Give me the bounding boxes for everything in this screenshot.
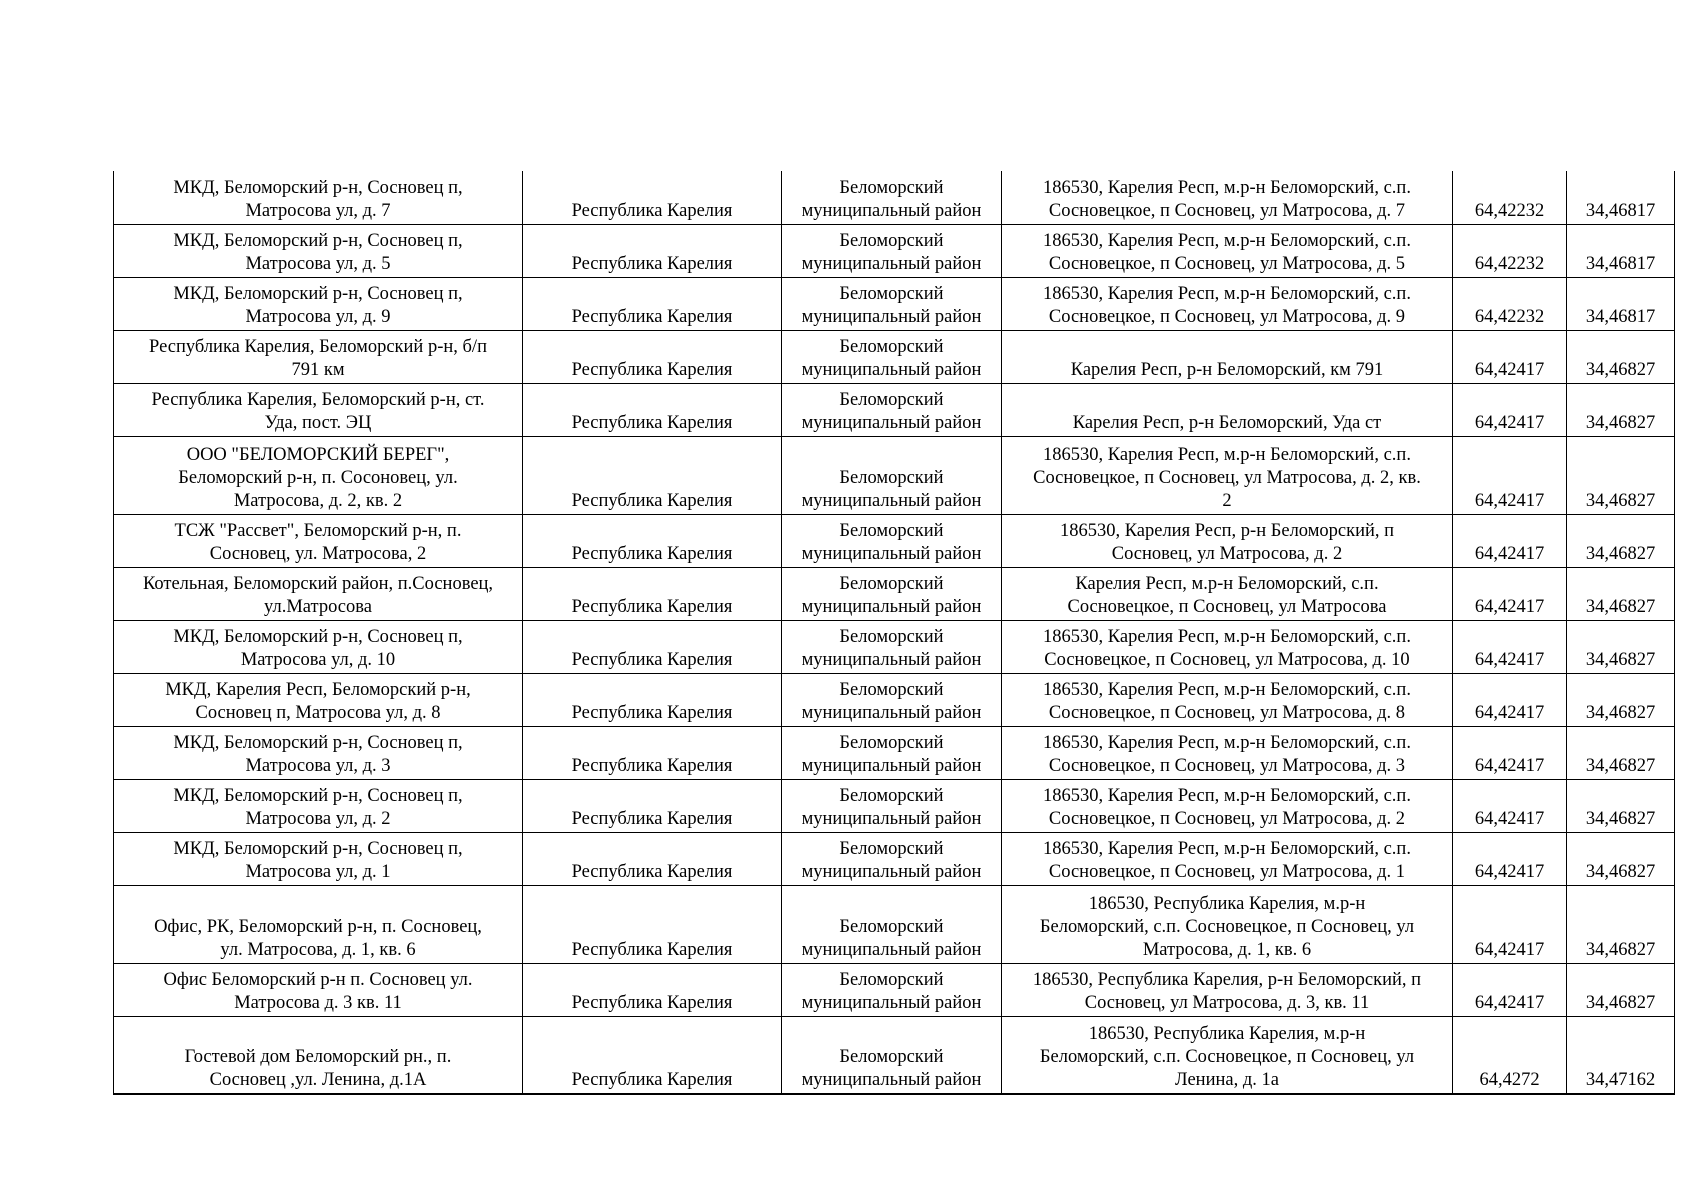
cell-address: 186530, Карелия Респ, р-н Беломорский, п Сосновец, ул Матросова, д. 2 (1002, 514, 1453, 567)
table-row (114, 383, 1675, 436)
cell-lat: 64,42417 (1453, 567, 1567, 620)
table-row (114, 779, 1675, 832)
cell-lon: 34,47162 (1567, 1016, 1675, 1094)
cell-object: МКД, Беломорский р-н, Сосновец п, Матросова ул, д. 2 (114, 779, 523, 832)
cell-address: 186530, Карелия Респ, м.р-н Беломорский, с.п. Сосновецкое, п Сосновец, ул Матросова, д. 7 (1002, 171, 1453, 224)
cell-region: Республика Карелия (523, 277, 782, 330)
cell-address: 186530, Карелия Респ, м.р-н Беломорский, с.п. Сосновецкое, п Сосновец, ул Матросова, д. 9 (1002, 277, 1453, 330)
cell-region: Республика Карелия (523, 673, 782, 726)
cell-lat: 64,42417 (1453, 726, 1567, 779)
cell-object: МКД, Беломорский р-н, Сосновец п, Матросова ул, д. 9 (114, 277, 523, 330)
table-row (114, 514, 1675, 567)
cell-address: 186530, Республика Карелия, м.р-н Беломорский, с.п. Сосновецкое, п Сосновец, ул Ленина, д. 1а (1002, 1016, 1453, 1094)
table-row (114, 567, 1675, 620)
cell-lon: 34,46827 (1567, 330, 1675, 383)
cell-region: Республика Карелия (523, 224, 782, 277)
cell-region: Республика Карелия (523, 436, 782, 514)
cell-lat: 64,42417 (1453, 779, 1567, 832)
address-table (113, 171, 1675, 1095)
cell-lon: 34,46817 (1567, 224, 1675, 277)
cell-lat: 64,42232 (1453, 277, 1567, 330)
cell-district: Беломорский муниципальный район (782, 963, 1002, 1016)
cell-address: 186530, Республика Карелия, м.р-н Беломорский, с.п. Сосновецкое, п Сосновец, ул Матросова, д. 1, кв. 6 (1002, 885, 1453, 963)
table-row (114, 330, 1675, 383)
cell-address: 186530, Карелия Респ, м.р-н Беломорский, с.п. Сосновецкое, п Сосновец, ул Матросова, д. 2, кв. 2 (1002, 436, 1453, 514)
cell-district: Беломорский муниципальный район (782, 832, 1002, 885)
table-row (114, 885, 1675, 963)
cell-object: МКД, Беломорский р-н, Сосновец п, Матросова ул, д. 7 (114, 171, 523, 224)
cell-address: 186530, Карелия Респ, м.р-н Беломорский, с.п. Сосновецкое, п Сосновец, ул Матросова, д. 3 (1002, 726, 1453, 779)
cell-district: Беломорский муниципальный район (782, 1016, 1002, 1094)
cell-region: Республика Карелия (523, 1016, 782, 1094)
cell-region: Республика Карелия (523, 567, 782, 620)
cell-district: Беломорский муниципальный район (782, 224, 1002, 277)
cell-region: Республика Карелия (523, 383, 782, 436)
cell-lon: 34,46827 (1567, 620, 1675, 673)
cell-address: 186530, Карелия Респ, м.р-н Беломорский, с.п. Сосновецкое, п Сосновец, ул Матросова, д. 8 (1002, 673, 1453, 726)
table-row (114, 277, 1675, 330)
cell-object: МКД, Карелия Респ, Беломорский р-н, Сосновец п, Матросова ул, д. 8 (114, 673, 523, 726)
cell-object: Офис Беломорский р-н п. Сосновец ул. Матросова д. 3 кв. 11 (114, 963, 523, 1016)
cell-district: Беломорский муниципальный район (782, 171, 1002, 224)
cell-lat: 64,42417 (1453, 330, 1567, 383)
cell-district: Беломорский муниципальный район (782, 726, 1002, 779)
cell-object: МКД, Беломорский р-н, Сосновец п, Матросова ул, д. 5 (114, 224, 523, 277)
cell-object: Гостевой дом Беломорский рн., п. Сосновец ,ул. Ленина, д.1А (114, 1016, 523, 1094)
cell-object: Республика Карелия, Беломорский р-н, ст. Уда, пост. ЭЦ (114, 383, 523, 436)
cell-region: Республика Карелия (523, 514, 782, 567)
cell-object: МКД, Беломорский р-н, Сосновец п, Матросова ул, д. 1 (114, 832, 523, 885)
cell-lon: 34,46827 (1567, 567, 1675, 620)
table-row (114, 224, 1675, 277)
cell-lat: 64,42417 (1453, 832, 1567, 885)
cell-lat: 64,42417 (1453, 673, 1567, 726)
cell-region: Республика Карелия (523, 726, 782, 779)
cell-address: 186530, Карелия Респ, м.р-н Беломорский, с.п. Сосновецкое, п Сосновец, ул Матросова, д. 10 (1002, 620, 1453, 673)
cell-lon: 34,46827 (1567, 436, 1675, 514)
cell-lat: 64,42417 (1453, 436, 1567, 514)
table-row (114, 436, 1675, 514)
cell-district: Беломорский муниципальный район (782, 779, 1002, 832)
cell-district: Беломорский муниципальный район (782, 567, 1002, 620)
cell-address: 186530, Республика Карелия, р-н Беломорский, п Сосновец, ул Матросова, д. 3, кв. 11 (1002, 963, 1453, 1016)
cell-region: Республика Карелия (523, 620, 782, 673)
cell-district: Беломорский муниципальный район (782, 277, 1002, 330)
cell-address: 186530, Карелия Респ, м.р-н Беломорский, с.п. Сосновецкое, п Сосновец, ул Матросова, д. 2 (1002, 779, 1453, 832)
cell-district: Беломорский муниципальный район (782, 383, 1002, 436)
cell-lon: 34,46827 (1567, 885, 1675, 963)
cell-address: Карелия Респ, р-н Беломорский, км 791 (1002, 330, 1453, 383)
cell-address: Карелия Респ, м.р-н Беломорский, с.п. Сосновецкое, п Сосновец, ул Матросова (1002, 567, 1453, 620)
cell-object: ООО "БЕЛОМОРСКИЙ БЕРЕГ", Беломорский р-н, п. Сосоновец, ул. Матросова, д. 2, кв. 2 (114, 436, 523, 514)
cell-region: Республика Карелия (523, 832, 782, 885)
cell-district: Беломорский муниципальный район (782, 330, 1002, 383)
cell-lon: 34,46817 (1567, 277, 1675, 330)
cell-region: Республика Карелия (523, 963, 782, 1016)
cell-object: МКД, Беломорский р-н, Сосновец п, Матросова ул, д. 10 (114, 620, 523, 673)
cell-lon: 34,46827 (1567, 779, 1675, 832)
cell-object: Республика Карелия, Беломорский р-н, б/п 791 км (114, 330, 523, 383)
cell-lon: 34,46827 (1567, 832, 1675, 885)
cell-lon: 34,46827 (1567, 514, 1675, 567)
table-row (114, 1016, 1675, 1094)
cell-lon: 34,46827 (1567, 726, 1675, 779)
table-body (114, 171, 1675, 1094)
cell-district: Беломорский муниципальный район (782, 436, 1002, 514)
cell-lat: 64,42417 (1453, 383, 1567, 436)
cell-lat: 64,42417 (1453, 963, 1567, 1016)
cell-lon: 34,46827 (1567, 963, 1675, 1016)
cell-district: Беломорский муниципальный район (782, 885, 1002, 963)
cell-region: Республика Карелия (523, 779, 782, 832)
cell-lon: 34,46827 (1567, 383, 1675, 436)
cell-district: Беломорский муниципальный район (782, 514, 1002, 567)
cell-object: Котельная, Беломорский район, п.Сосновец, ул.Матросова (114, 567, 523, 620)
table-row (114, 620, 1675, 673)
cell-object: ТСЖ "Рассвет", Беломорский р-н, п. Сосновец, ул. Матросова, 2 (114, 514, 523, 567)
table-row (114, 673, 1675, 726)
table-row (114, 171, 1675, 224)
cell-region: Республика Карелия (523, 171, 782, 224)
cell-object: Офис, РК, Беломорский р-н, п. Сосновец, ул. Матросова, д. 1, кв. 6 (114, 885, 523, 963)
cell-lat: 64,42417 (1453, 885, 1567, 963)
cell-lat: 64,42417 (1453, 620, 1567, 673)
cell-address: Карелия Респ, р-н Беломорский, Уда ст (1002, 383, 1453, 436)
table-row (114, 963, 1675, 1016)
cell-lon: 34,46817 (1567, 171, 1675, 224)
cell-district: Беломорский муниципальный район (782, 620, 1002, 673)
cell-region: Республика Карелия (523, 885, 782, 963)
cell-lat: 64,42232 (1453, 224, 1567, 277)
table-row (114, 726, 1675, 779)
cell-district: Беломорский муниципальный район (782, 673, 1002, 726)
cell-object: МКД, Беломорский р-н, Сосновец п, Матросова ул, д. 3 (114, 726, 523, 779)
cell-lat: 64,4272 (1453, 1016, 1567, 1094)
cell-lat: 64,42232 (1453, 171, 1567, 224)
table-row (114, 832, 1675, 885)
cell-lat: 64,42417 (1453, 514, 1567, 567)
cell-region: Республика Карелия (523, 330, 782, 383)
cell-address: 186530, Карелия Респ, м.р-н Беломорский, с.п. Сосновецкое, п Сосновец, ул Матросова, д. 1 (1002, 832, 1453, 885)
cell-lon: 34,46827 (1567, 673, 1675, 726)
cell-address: 186530, Карелия Респ, м.р-н Беломорский, с.п. Сосновецкое, п Сосновец, ул Матросова, д. 5 (1002, 224, 1453, 277)
